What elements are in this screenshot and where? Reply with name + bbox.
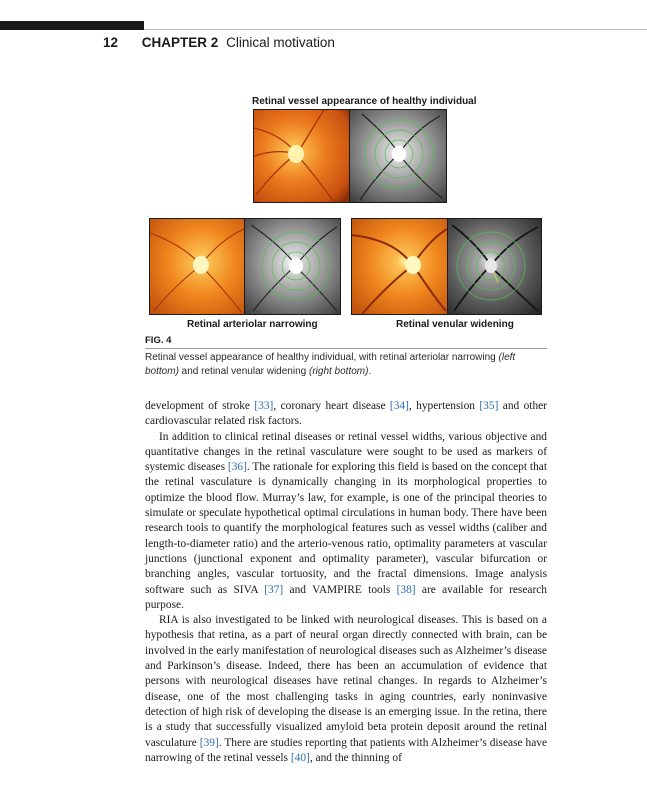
text-run: are available for research purpose. — [145, 583, 548, 611]
citation-link[interactable]: [35] — [479, 400, 499, 412]
paragraph — [145, 613, 547, 766]
caption-text: . — [368, 366, 372, 377]
figure-caption — [145, 351, 547, 379]
text-run: . There are studies reporting that patients with Alzheimer’s disease have narrowing of the retinal vessels — [145, 736, 547, 764]
caption-italic: (right bottom) — [309, 366, 369, 377]
header-bar — [0, 21, 144, 30]
caption-text: and retinal venular widening — [178, 366, 309, 377]
page-number: 12 — [103, 35, 119, 50]
text-run: . The rationale for exploring this field is based on the concept that the retinal vasculature is dynamically changing in its morphological properties to optimize the blood flow. Murray’s law, for example, is one of the principal theories to simulate or speculate hypothetical optimal circulations in human body. There have been research tools to quantify the morphological features such as vessel widths (caliber and length-to-diameter ratio) and the arterio-venous ratio, optimality parameters at vascular junctions (junctional exponent and optimality parameter), vascular bifurcation or branching angles, vascular tortuosity, and the fractal dimensions. Image analysis software such as SIVA — [145, 461, 547, 596]
chapter-title: Clinical motivation — [226, 35, 335, 50]
caption-text: Retinal vessel appearance of healthy individual, with retinal arteriolar narrowing — [145, 352, 499, 363]
citation-link[interactable]: [39] — [199, 736, 219, 749]
body-text — [145, 399, 547, 766]
vessel-analysis-venular-widening — [447, 218, 542, 315]
caption-italic: (left bottom) — [145, 352, 516, 377]
text-run: and VAMPIRE tools — [283, 583, 397, 596]
figure-bottom-right-label: Retinal venular widening — [396, 319, 514, 330]
running-header — [103, 35, 335, 50]
fundus-photo-healthy — [253, 109, 350, 203]
figure-top-label: Retinal vessel appearance of healthy individual — [252, 96, 477, 107]
figure-number: FIG. 4 — [145, 335, 172, 346]
citation-link[interactable]: [36] — [227, 461, 247, 474]
text-run: In addition to clinical retinal diseases or retinal vessel widths, various objective and quantitative changes in the retinal vasculature were sought to be used as markers of systemic diseases — [145, 430, 547, 474]
text-run: , coronary heart disease — [273, 400, 390, 412]
figure-rule — [145, 348, 547, 349]
header-rule — [144, 29, 647, 30]
text-run: RIA is also investigated to be linked with neurological diseases. This is based on a hypothesis that retina, as a part of neural organ directly connected with brain, can be involved in the early manifestation of neurological diseases such as Alzheimer’s disease and Parkinson’s disease. Indeed, there has been an accumulation of evidence that persons with neurological diseases have retinal changes. In regards to Alzheimer’s disease, one of the most challenging tasks in aging countries, early noninvasive detection of high risk of developing the disease is an emerging issue. In the retina, there is a study that successfully visualized amyloid beta protein deposit around the retinal vasculature — [145, 614, 547, 749]
chapter-label: CHAPTER 2 — [141, 35, 219, 50]
fundus-photo-venular-widening — [351, 218, 448, 315]
citation-link[interactable]: [40] — [290, 751, 310, 764]
paragraph — [145, 430, 547, 614]
text-run: and other cardiovascular related risk factors. — [145, 400, 548, 428]
text-run: , hypertension — [408, 400, 480, 412]
citation-link[interactable]: [38] — [396, 583, 416, 596]
text-run: , and the thinning of — [309, 751, 402, 764]
vessel-analysis-arteriolar-narrowing — [244, 218, 341, 315]
figure-bottom-left-label: Retinal arteriolar narrowing — [187, 319, 318, 330]
fundus-photo-arteriolar-narrowing — [149, 218, 245, 315]
text-run: development of stroke — [145, 400, 255, 412]
vessel-analysis-healthy — [349, 109, 447, 203]
citation-link[interactable]: [34] — [389, 400, 409, 412]
citation-link[interactable]: [37] — [264, 583, 284, 596]
citation-link[interactable]: [33] — [254, 400, 274, 412]
paragraph — [145, 399, 547, 430]
